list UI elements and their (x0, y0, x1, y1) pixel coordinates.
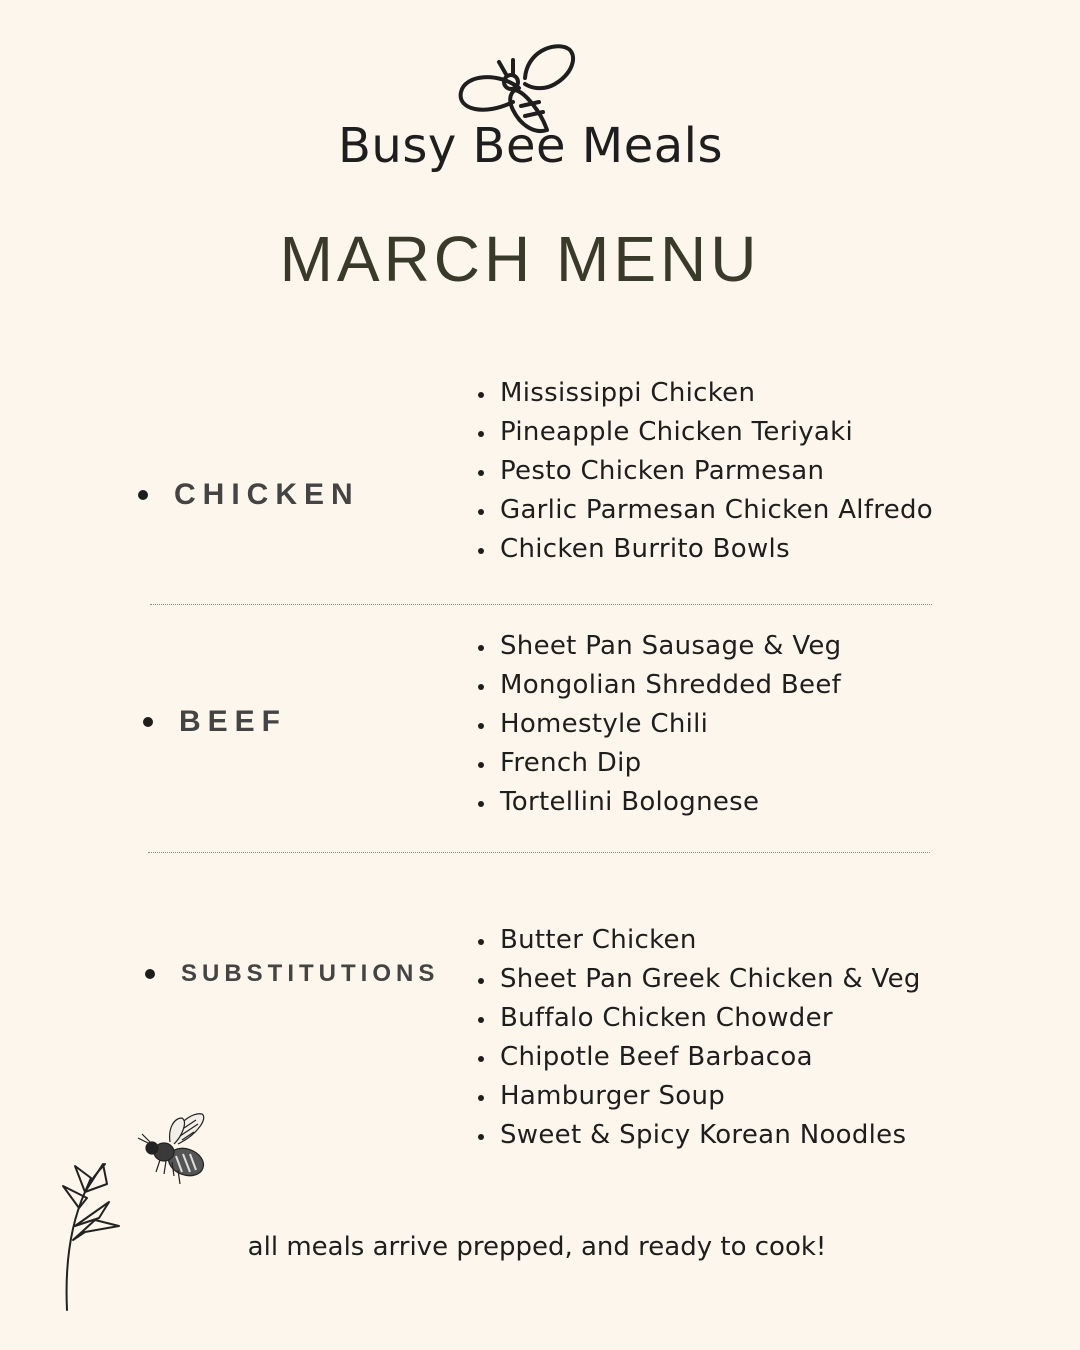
menu-item: Garlic Parmesan Chicken Alfredo (478, 491, 933, 530)
bullet-dot (145, 969, 155, 979)
menu-item: Sheet Pan Sausage & Veg (478, 627, 842, 666)
menu-item: French Dip (478, 744, 842, 783)
menu-item: Homestyle Chili (478, 705, 842, 744)
menu-item: Tortellini Bolognese (478, 783, 842, 822)
menu-item: Hamburger Soup (478, 1077, 921, 1116)
section-label-text: BEEF (179, 705, 288, 738)
menu-list-substitutions (478, 921, 921, 1155)
bullet-dot (143, 717, 153, 727)
menu-list-chicken (478, 374, 933, 569)
menu-item: Pineapple Chicken Teriyaki (478, 413, 933, 452)
section-label-chicken (138, 478, 360, 512)
brand-name: Busy Bee Meals (338, 118, 723, 174)
menu-item: Chicken Burrito Bowls (478, 530, 933, 569)
menu-item: Sheet Pan Greek Chicken & Veg (478, 960, 921, 999)
section-divider (150, 604, 932, 605)
page-title: MARCH MENU (279, 223, 761, 295)
section-divider (148, 852, 930, 853)
footer-tagline: all meals arrive prepped, and ready to cook! (247, 1232, 827, 1262)
menu-list-beef (478, 627, 842, 822)
brand-logo (330, 40, 750, 180)
menu-item: Sweet & Spicy Korean Noodles (478, 1116, 921, 1155)
section-label-text: SUBSTITUTIONS (181, 960, 440, 987)
bee-illustration-icon (134, 1110, 210, 1190)
menu-item: Buffalo Chicken Chowder (478, 999, 921, 1038)
menu-item: Butter Chicken (478, 921, 921, 960)
menu-item: Chipotle Beef Barbacoa (478, 1038, 921, 1077)
section-label-substitutions (145, 960, 439, 988)
menu-item: Pesto Chicken Parmesan (478, 452, 933, 491)
menu-item: Mississippi Chicken (478, 374, 933, 413)
bullet-dot (138, 490, 148, 500)
menu-item: Mongolian Shredded Beef (478, 666, 842, 705)
section-label-text: CHICKEN (174, 478, 360, 511)
section-label-beef (143, 705, 287, 739)
